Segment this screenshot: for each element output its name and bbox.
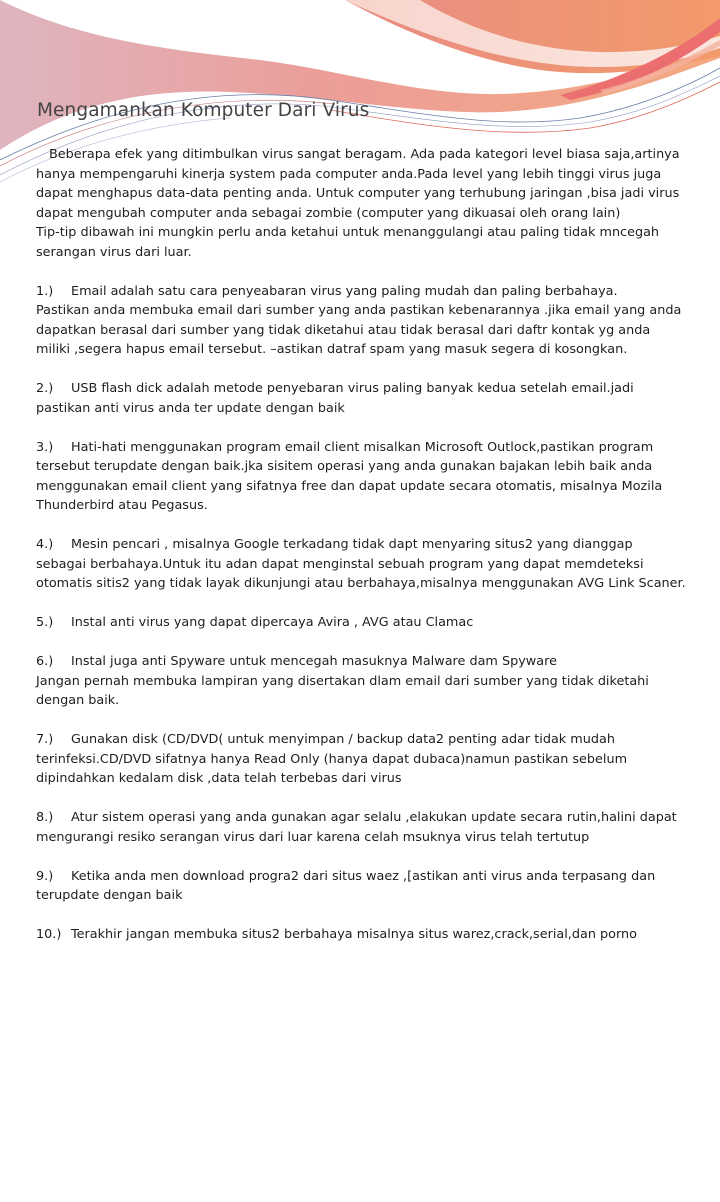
list-item-number: 4.)	[36, 537, 54, 552]
list-item-number: 8.)	[36, 810, 54, 825]
list-item-number: 5.)	[36, 615, 54, 630]
list-item	[36, 808, 686, 847]
list-item-number: 2.)	[36, 381, 54, 396]
list-item-number: 10.)	[36, 927, 62, 942]
list-item-text: Ketika anda men download progra2 dari situs waez ,[astikan anti virus anda terpasang dan terupdate dengan baik	[36, 868, 656, 903]
list-item-number: 9.)	[36, 868, 54, 884]
page-title: Mengamankan Komputer Dari Virus	[37, 100, 370, 121]
list-item-number: 7.)	[36, 732, 54, 747]
list-item	[36, 925, 686, 945]
list-item	[36, 379, 686, 418]
list-item-text: Gunakan disk (CD/DVD( untuk menyimpan / backup data2 penting adar tidak mudah terinfeksi.CD/DVD sifatnya hanya Read Only (hanya dapat dubaca)namun pastikan sebelum dipindahkan kedalam disk ,data telah terbebas dari virus	[36, 732, 628, 786]
list-item	[36, 282, 686, 360]
list-item	[36, 730, 686, 789]
list-item-text: Instal anti virus yang dapat dipercaya Avira , AVG atau Clamac	[71, 615, 474, 630]
list-item-number: 3.)	[36, 439, 54, 455]
list-item-number: 6.)	[36, 654, 54, 669]
list-item-extra: Pastikan anda membuka email dari sumber yang anda pastikan kebenarannya .jika email yang anda dapatkan berasal dari sumber yang tidak diketahui atau tidak berasal dari daftr kontak yg anda miliki ,segera hapus email tersebut. –astikan datraf spam yang masuk segera di kosongkan.	[36, 303, 682, 357]
list-item-text: Email adalah satu cara penyeabaran virus yang paling mudah dan paling berbahaya.	[71, 283, 618, 299]
list-item	[36, 535, 686, 594]
intro-text: Beberapa efek yang ditimbulkan virus sangat beragam. Ada pada kategori level biasa saja,artinya hanya mempengaruhi kinerja system pada computer anda.Pada level yang lebih tinggi virus juga dapat menghapus data-data penting anda. Untuk computer yang terhubung jaringan ,bisa jadi virus dapat mengubah computer anda sebagai zombie (computer yang dikuasai oleh orang lain)	[36, 147, 680, 221]
list-item-number: 1.)	[36, 283, 54, 299]
list-item-text: Terakhir jangan membuka situs2 berbahaya misalnya situs warez,crack,serial,dan porno	[71, 927, 637, 942]
intro-tip: Tip-tip dibawah ini mungkin perlu anda ketahui untuk menanggulangi atau paling tidak mncegah serangan virus dari luar.	[36, 225, 660, 260]
list-item-text: Instal juga anti Spyware untuk mencegah masuknya Malware dam Spyware	[71, 654, 557, 669]
list-item	[36, 652, 686, 711]
list-item-extra: Jangan pernah membuka lampiran yang disertakan dlam email dari sumber yang tidak diketahi dengan baik.	[36, 673, 649, 708]
list-item-text: USB flash dick adalah metode penyebaran virus paling banyak kedua setelah email.jadi pastikan anti virus anda ter update dengan baik	[36, 381, 634, 416]
intro-paragraph	[36, 145, 686, 262]
document-body	[36, 145, 686, 964]
list-item	[36, 867, 686, 906]
list-item-text: Mesin pencari , misalnya Google terkadang tidak dapt menyaring situs2 yang dianggap sebagai berbahaya.Untuk itu adan dapat menginstal sebuah program yang dapat memdeteksi otomatis sitis2 yang tidak layak dikunjungi atau berbahaya,misalnya menggunakan AVG Link Scaner.	[36, 537, 686, 591]
list-item-text: Hati-hati menggunakan program email client misalkan Microsoft Outlock,pastikan program tersebut terupdate dengan baik.jka sisitem operasi yang anda gunakan bajakan lebih baik anda menggunakan email client yang sifatnya free dan dapat update secara otomatis, misalnya Mozila Thunderbird atau Pegasus.	[36, 439, 663, 513]
list-item	[36, 613, 686, 633]
list-item	[36, 438, 686, 516]
list-item-text: Atur sistem operasi yang anda gunakan agar selalu ,elakukan update secara rutin,halini dapat mengurangi resiko serangan virus dari luar karena celah msuknya virus telah tertutup	[36, 810, 677, 845]
